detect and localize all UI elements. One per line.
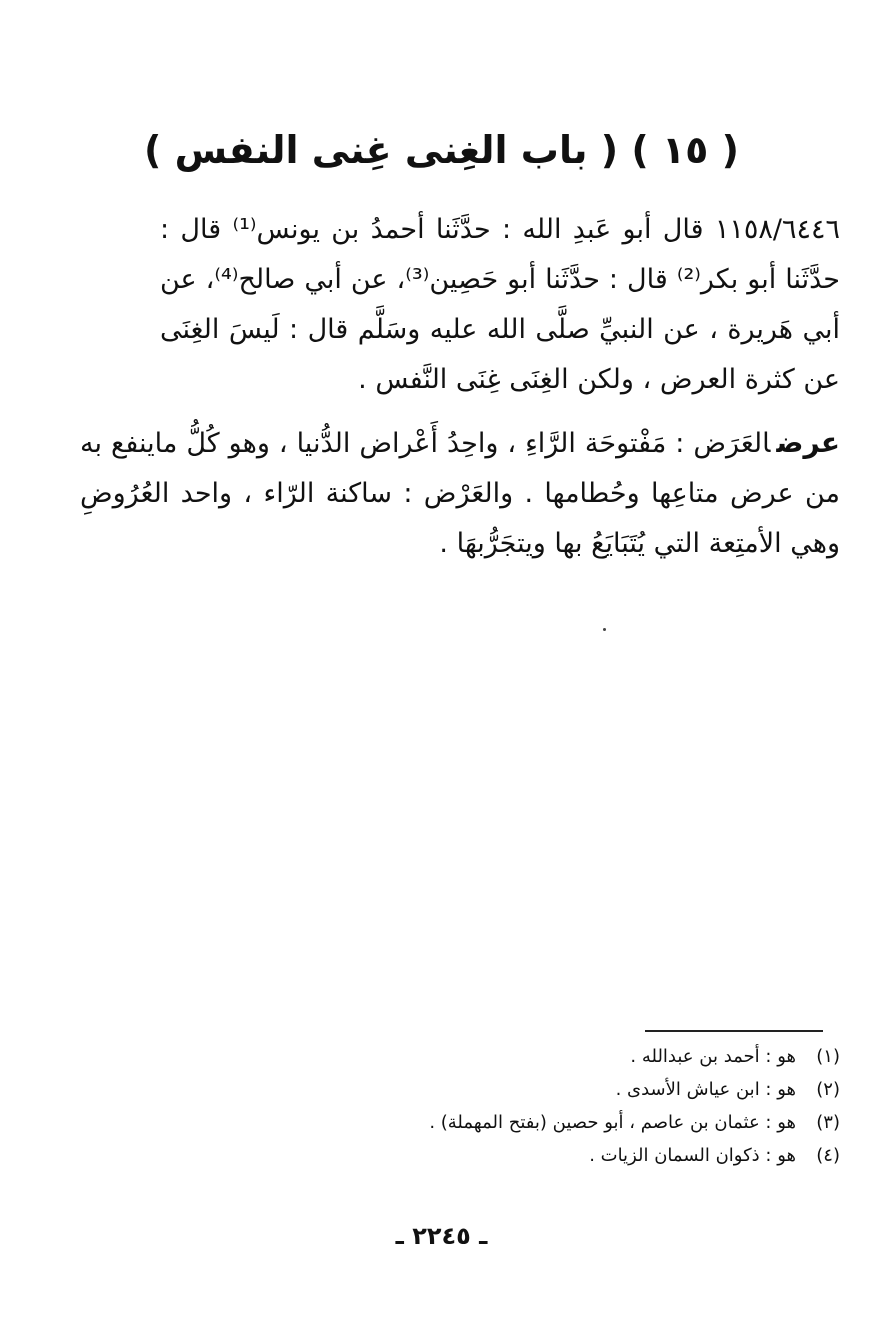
footnote (300, 1139, 840, 1172)
footnote-number: (٢) (816, 1079, 840, 1100)
footnote-divider (645, 1030, 823, 1032)
explanation-text: العَرَض : مَفْتوحَة الرَّاءِ ، واحِدُ أَعْراض الدُّنيا ، وهو كُلُّ ماينفع به من عرض متاعِها وحُطامها . والعَرْض : ساكنة الرّاء ، واحد العُرُوضِ وهي الأمتِعة التي يُتَبَايَعُ بها ويتجَرُّبهَا . (80, 428, 840, 559)
chapter-title: ( ١٥ ) ( باب الغِنى غِنى النفس ) (144, 128, 739, 172)
print-speck (603, 628, 606, 631)
footnote-number: (٣) (816, 1112, 840, 1133)
footnote (300, 1106, 840, 1139)
footnote-text: هو : عثمان بن عاصم ، أبو حصين (بفتح المهملة) . (429, 1112, 796, 1133)
page-number: ـ ٢٢٤٥ ـ (395, 1222, 488, 1250)
footnote (300, 1073, 840, 1106)
footnote-text: هو : ذكوان السمان الزيات . (589, 1145, 796, 1166)
footnote-text: هو : أحمد بن عبدالله . (630, 1046, 796, 1067)
hadith-paragraph: ١١٥٨/٦٤٤٦ قال أبو عَبدِ الله : حدَّثَنا أحمدُ بن يونس⁽¹⁾ قال : حدَّثَنا أبو بكر⁽²⁾ قال : حدَّثَنا أبو حَصِين⁽³⁾، عن أبي صالح⁽⁴⁾، عن أبي هَريرة ، عن النبيِّ صلَّى الله عليه وسَلَّم قال : لَيسَ الغِنَى عن كثرة العرض ، ولكن الغِنَى غِنَى النَّفس . (160, 214, 840, 395)
footnote (300, 1040, 840, 1073)
explanation-paragraph (80, 418, 840, 569)
footnote-number: (٤) (816, 1145, 840, 1166)
footnote-text: هو : ابن عياش الأسدى . (615, 1079, 796, 1100)
footnotes (300, 1040, 840, 1172)
footnote-number: (١) (816, 1046, 840, 1067)
explanation-keyword: عرض (776, 426, 840, 459)
